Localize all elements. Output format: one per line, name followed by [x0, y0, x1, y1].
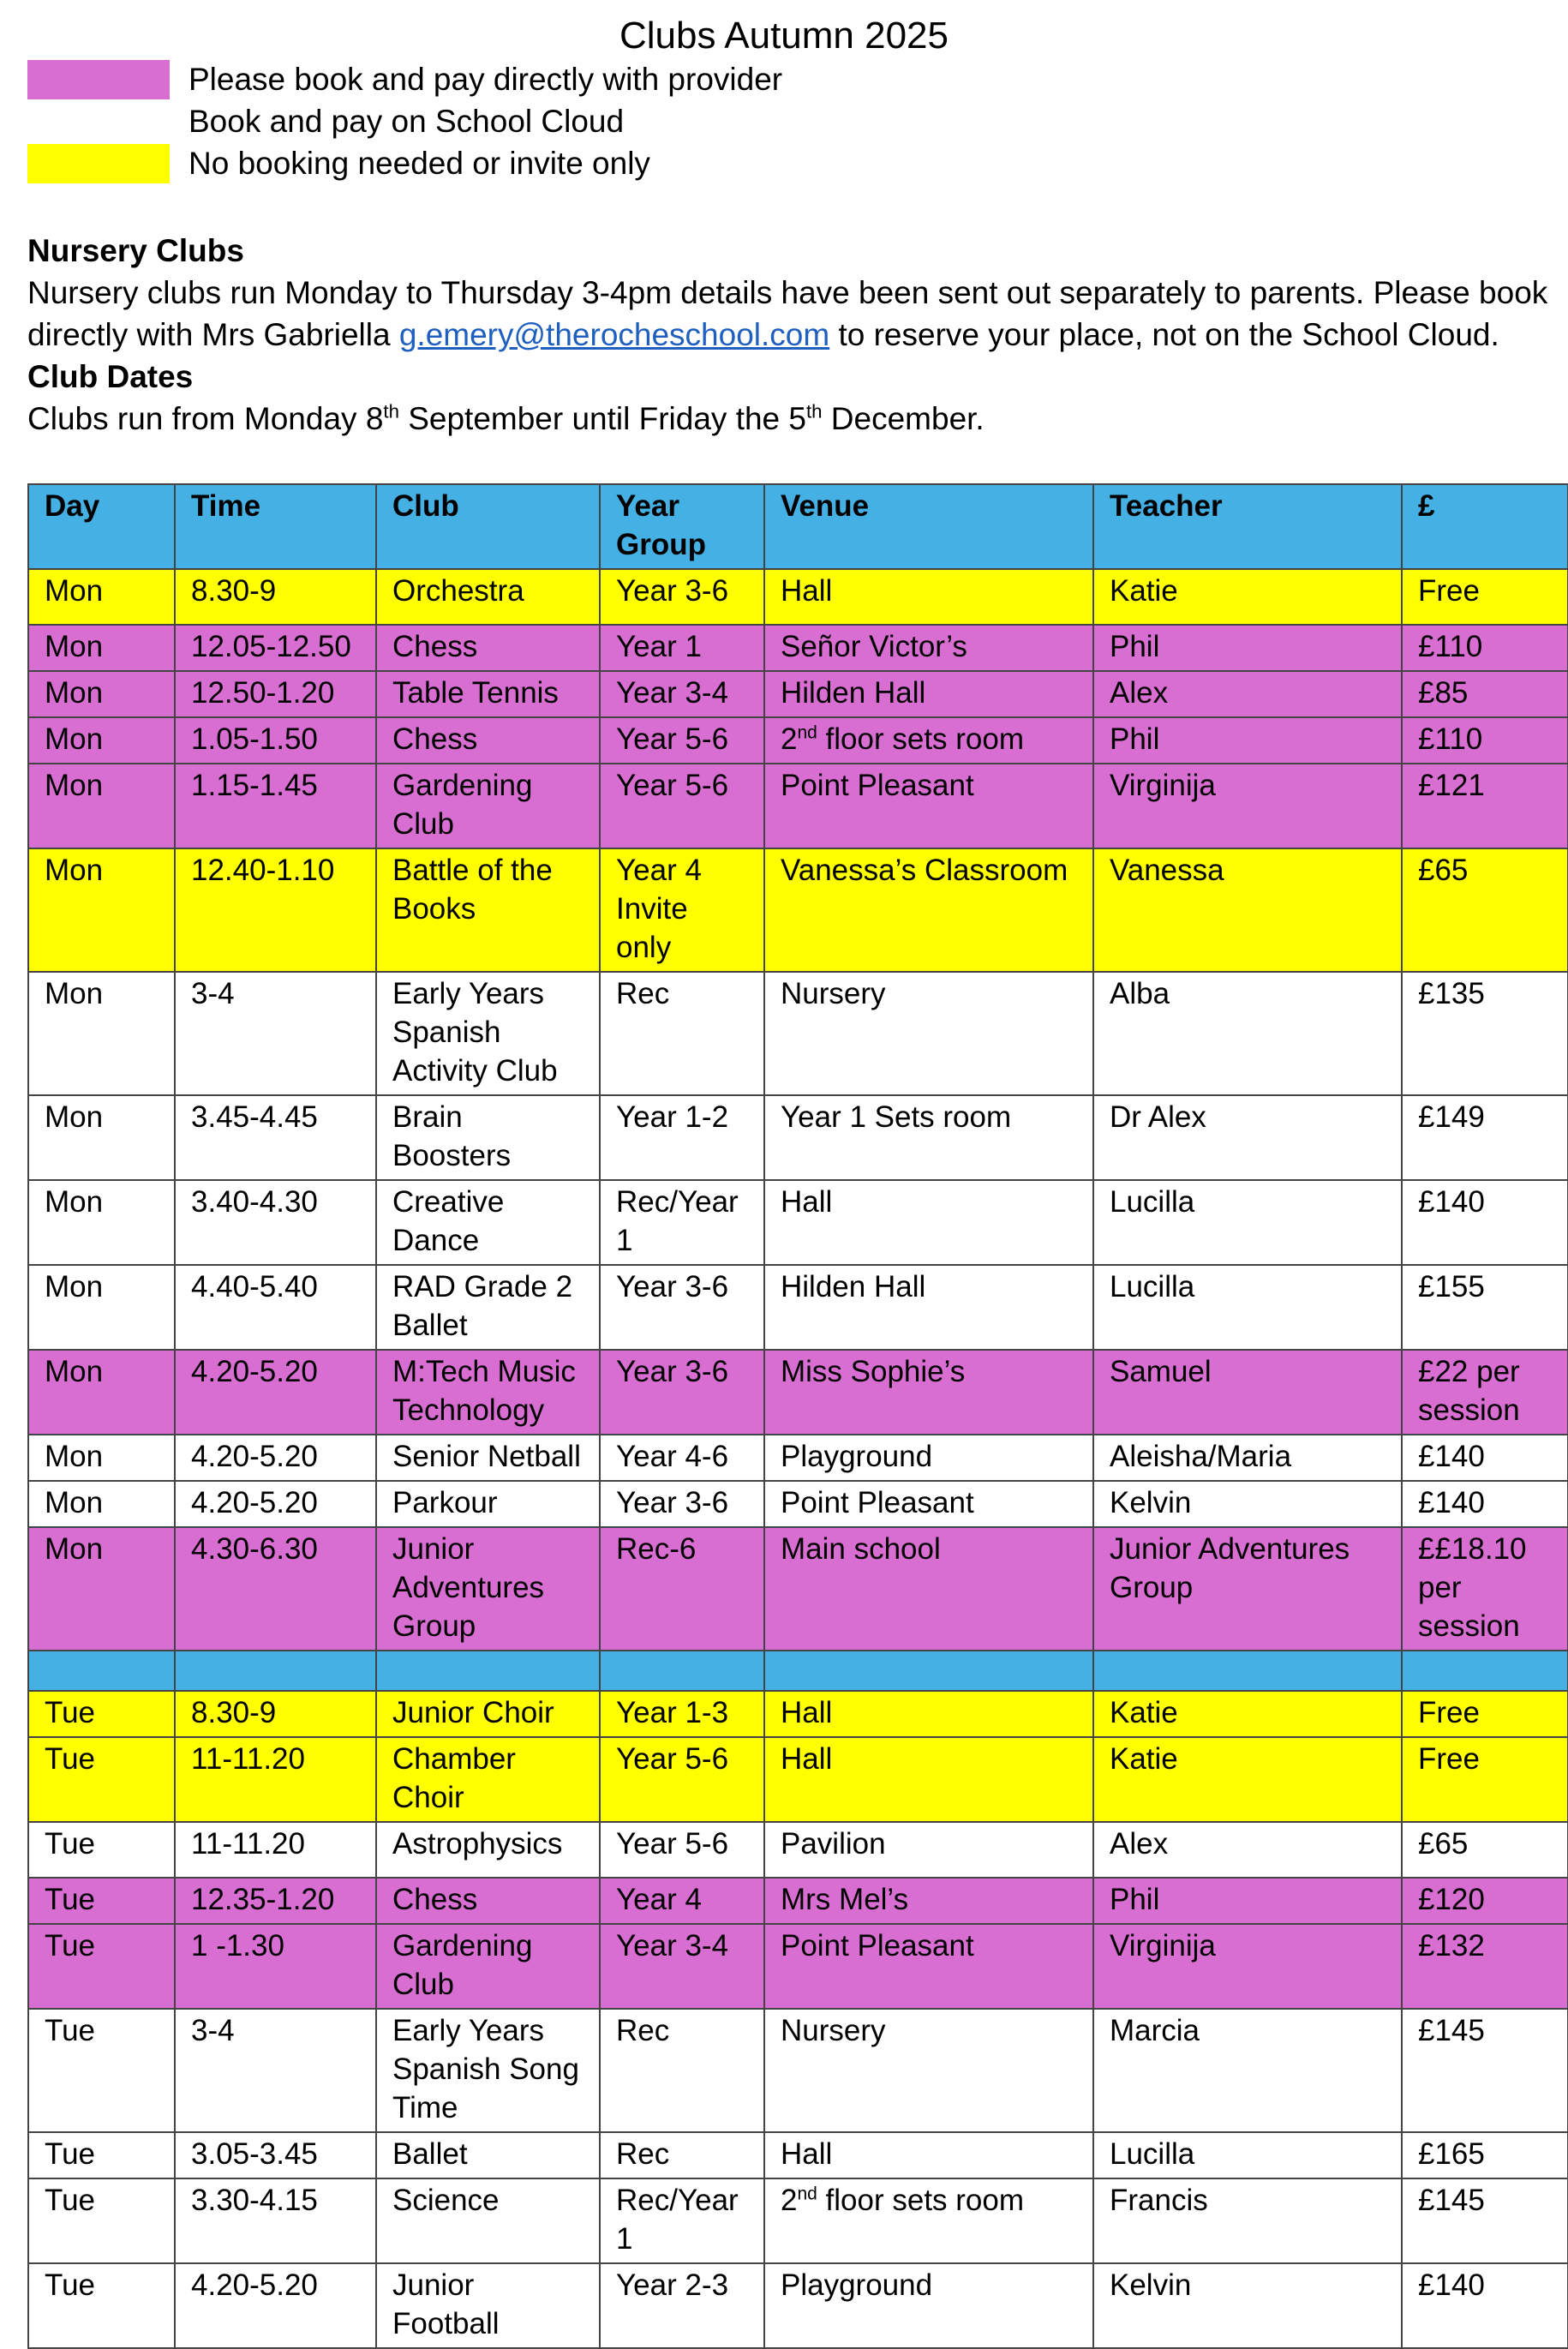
cell-day: Tue	[28, 1737, 175, 1822]
cell-day: Mon	[28, 671, 175, 717]
cell-venue: Vanessa’s Classroom	[764, 848, 1093, 972]
cell-venue: Point Pleasant	[764, 764, 1093, 848]
cell-club: Parkour	[376, 1481, 600, 1527]
cell-venue: 2nd floor sets room	[764, 717, 1093, 764]
intro-section	[27, 230, 1561, 440]
legend-swatch-provider	[27, 60, 170, 99]
club-dates-text	[27, 398, 1561, 440]
cell-teacher: Dr Alex	[1093, 1095, 1402, 1180]
cell-teacher: Francis	[1093, 2178, 1402, 2263]
cell-year-group: Year 5-6	[600, 1737, 764, 1822]
cell-price	[1402, 1651, 1568, 1691]
cell-club: Science	[376, 2178, 600, 2263]
cell-club: Junior Football	[376, 2263, 600, 2348]
cell-club	[376, 1651, 600, 1691]
legend-row-no-booking	[27, 142, 782, 184]
cell-year-group: Rec	[600, 972, 764, 1095]
table-row	[28, 2009, 1568, 2132]
cell-year-group: Year 3-6	[600, 1265, 764, 1350]
cell-club: Battle of the Books	[376, 848, 600, 972]
cell-time: 4.20-5.20	[175, 1350, 376, 1435]
cell-teacher: Junior Adventures Group	[1093, 1527, 1402, 1651]
cell-time: 11-11.20	[175, 1822, 376, 1878]
nursery-paragraph	[27, 272, 1561, 356]
cell-teacher: Aleisha/Maria	[1093, 1435, 1402, 1481]
legend-swatch-no-booking	[27, 144, 170, 183]
table-row	[28, 1350, 1568, 1435]
clubs-table	[27, 483, 1568, 2349]
cell-price: £140	[1402, 1481, 1568, 1527]
cell-venue: Señor Victor’s	[764, 625, 1093, 671]
cell-teacher: Katie	[1093, 1691, 1402, 1737]
cell-price: £120	[1402, 1878, 1568, 1924]
cell-price: £165	[1402, 2132, 1568, 2178]
cell-teacher: Virginija	[1093, 764, 1402, 848]
legend-row-school-cloud	[27, 100, 782, 142]
cell-venue: Hilden Hall	[764, 671, 1093, 717]
cell-time: 4.40-5.40	[175, 1265, 376, 1350]
legend-text-provider: Please book and pay directly with provider	[189, 61, 783, 97]
cell-time: 1.15-1.45	[175, 764, 376, 848]
cell-time: 11-11.20	[175, 1737, 376, 1822]
cell-price: £22 per session	[1402, 1350, 1568, 1435]
cell-time: 12.05-12.50	[175, 625, 376, 671]
table-row	[28, 1924, 1568, 2009]
color-legend	[27, 58, 782, 184]
table-row	[28, 848, 1568, 972]
cell-club: Gardening Club	[376, 764, 600, 848]
cell-venue: Hall	[764, 2132, 1093, 2178]
header-venue: Venue	[764, 484, 1093, 569]
cell-teacher: Lucilla	[1093, 2132, 1402, 2178]
cell-club: Astrophysics	[376, 1822, 600, 1878]
cell-club: Table Tennis	[376, 671, 600, 717]
cell-year-group: Rec/Year 1	[600, 2178, 764, 2263]
cell-time: 1.05-1.50	[175, 717, 376, 764]
cell-year-group: Rec	[600, 2009, 764, 2132]
club-dates-heading: Club Dates	[27, 359, 194, 394]
cell-price: £65	[1402, 848, 1568, 972]
legend-text-school-cloud: Book and pay on School Cloud	[189, 103, 625, 139]
cell-time: 8.30-9	[175, 1691, 376, 1737]
table-separator-row	[28, 1651, 1568, 1691]
cell-year-group: Rec-6	[600, 1527, 764, 1651]
table-header-row	[28, 484, 1568, 569]
cell-venue: 2nd floor sets room	[764, 2178, 1093, 2263]
cell-time: 12.50-1.20	[175, 671, 376, 717]
cell-price: £85	[1402, 671, 1568, 717]
cell-teacher: Kelvin	[1093, 2263, 1402, 2348]
cell-year-group: Year 1-3	[600, 1691, 764, 1737]
cell-price: £110	[1402, 717, 1568, 764]
cell-day: Mon	[28, 1180, 175, 1265]
cell-day: Tue	[28, 1822, 175, 1878]
cell-club: Brain Boosters	[376, 1095, 600, 1180]
cell-teacher: Lucilla	[1093, 1180, 1402, 1265]
cell-teacher: Alba	[1093, 972, 1402, 1095]
header-teacher: Teacher	[1093, 484, 1402, 569]
cell-day: Mon	[28, 1481, 175, 1527]
cell-club: Senior Netball	[376, 1435, 600, 1481]
table-row	[28, 2178, 1568, 2263]
cell-club: RAD Grade 2 Ballet	[376, 1265, 600, 1350]
cell-price: £121	[1402, 764, 1568, 848]
cell-day: Tue	[28, 2132, 175, 2178]
cell-day: Tue	[28, 2263, 175, 2348]
cell-year-group: Year 4-6	[600, 1435, 764, 1481]
club-dates-part2: September until Friday the 5	[398, 401, 806, 436]
cell-club: Orchestra	[376, 569, 600, 625]
cell-day: Mon	[28, 569, 175, 625]
cell-time: 3-4	[175, 2009, 376, 2132]
cell-teacher	[1093, 1651, 1402, 1691]
nursery-heading: Nursery Clubs	[27, 233, 244, 268]
cell-teacher: Alex	[1093, 1822, 1402, 1878]
cell-price: £145	[1402, 2178, 1568, 2263]
club-dates-sup1: th	[383, 400, 399, 422]
cell-teacher: Vanessa	[1093, 848, 1402, 972]
cell-price: ££18.10 per session	[1402, 1527, 1568, 1651]
cell-teacher: Lucilla	[1093, 1265, 1402, 1350]
cell-price: £65	[1402, 1822, 1568, 1878]
cell-teacher: Marcia	[1093, 2009, 1402, 2132]
cell-year-group: Year 5-6	[600, 764, 764, 848]
cell-year-group: Year 1-2	[600, 1095, 764, 1180]
cell-time: 4.20-5.20	[175, 1435, 376, 1481]
cell-club: Early Years Spanish Activity Club	[376, 972, 600, 1095]
nursery-email-link[interactable]: g.emery@therocheschool.com	[398, 317, 830, 352]
table-row	[28, 972, 1568, 1095]
table-row	[28, 1481, 1568, 1527]
table-row	[28, 1737, 1568, 1822]
cell-teacher: Phil	[1093, 1878, 1402, 1924]
cell-venue: Pavilion	[764, 1822, 1093, 1878]
cell-teacher: Katie	[1093, 569, 1402, 625]
cell-day: Mon	[28, 1265, 175, 1350]
cell-day: Tue	[28, 2009, 175, 2132]
cell-club: Chess	[376, 1878, 600, 1924]
cell-price: £135	[1402, 972, 1568, 1095]
cell-venue: Point Pleasant	[764, 1924, 1093, 2009]
cell-year-group: Rec/Year 1	[600, 1180, 764, 1265]
cell-time: 4.30-6.30	[175, 1527, 376, 1651]
cell-day	[28, 1651, 175, 1691]
table-row	[28, 1822, 1568, 1878]
cell-club: Junior Choir	[376, 1691, 600, 1737]
cell-price: £110	[1402, 625, 1568, 671]
cell-year-group	[600, 1651, 764, 1691]
cell-year-group: Year 3-4	[600, 671, 764, 717]
cell-club: Early Years Spanish Song Time	[376, 2009, 600, 2132]
cell-year-group: Year 1	[600, 625, 764, 671]
cell-venue: Year 1 Sets room	[764, 1095, 1093, 1180]
cell-year-group: Rec	[600, 2132, 764, 2178]
cell-price: Free	[1402, 569, 1568, 625]
cell-price: £140	[1402, 1435, 1568, 1481]
cell-price: £145	[1402, 2009, 1568, 2132]
cell-time: 8.30-9	[175, 569, 376, 625]
cell-day: Mon	[28, 764, 175, 848]
cell-teacher: Katie	[1093, 1737, 1402, 1822]
table-row	[28, 1527, 1568, 1651]
legend-swatch-school-cloud	[27, 102, 170, 141]
cell-venue: Main school	[764, 1527, 1093, 1651]
cell-club: M:Tech Music Technology	[376, 1350, 600, 1435]
cell-teacher: Phil	[1093, 717, 1402, 764]
table-row	[28, 764, 1568, 848]
cell-day: Mon	[28, 848, 175, 972]
cell-year-group: Year 3-4	[600, 1924, 764, 2009]
cell-teacher: Phil	[1093, 625, 1402, 671]
cell-club: Gardening Club	[376, 1924, 600, 2009]
table-row	[28, 1180, 1568, 1265]
cell-club: Chess	[376, 625, 600, 671]
cell-price: Free	[1402, 1691, 1568, 1737]
nursery-text-before: Nursery clubs run Monday to Thursday 3-4pm details have been sent out separately to parents. Please book directly with Mrs Gabriella	[27, 275, 1548, 352]
cell-venue: Hall	[764, 1180, 1093, 1265]
table-row	[28, 671, 1568, 717]
cell-venue: Hall	[764, 1691, 1093, 1737]
cell-venue: Mrs Mel’s	[764, 1878, 1093, 1924]
cell-venue: Hilden Hall	[764, 1265, 1093, 1350]
cell-day: Tue	[28, 1691, 175, 1737]
cell-venue: Hall	[764, 569, 1093, 625]
table-row	[28, 569, 1568, 625]
cell-venue: Nursery	[764, 2009, 1093, 2132]
cell-day: Tue	[28, 1924, 175, 2009]
table-row	[28, 2132, 1568, 2178]
cell-day: Mon	[28, 1527, 175, 1651]
cell-club: Chess	[376, 717, 600, 764]
cell-year-group: Year 4 Invite only	[600, 848, 764, 972]
cell-venue: Playground	[764, 1435, 1093, 1481]
cell-time: 3.30-4.15	[175, 2178, 376, 2263]
cell-price: £140	[1402, 1180, 1568, 1265]
cell-year-group: Year 5-6	[600, 1822, 764, 1878]
cell-time: 3-4	[175, 972, 376, 1095]
header-year-group: Year Group	[600, 484, 764, 569]
nursery-text-after: to reserve your place, not on the School Cloud.	[829, 317, 1499, 352]
cell-club: Creative Dance	[376, 1180, 600, 1265]
club-dates-part1: Clubs run from Monday 8	[27, 401, 384, 436]
cell-venue: Nursery	[764, 972, 1093, 1095]
table-row	[28, 717, 1568, 764]
cell-year-group: Year 2-3	[600, 2263, 764, 2348]
cell-year-group: Year 5-6	[600, 717, 764, 764]
cell-day: Mon	[28, 972, 175, 1095]
legend-text-no-booking: No booking needed or invite only	[189, 145, 650, 181]
table-row	[28, 625, 1568, 671]
cell-time: 1 -1.30	[175, 1924, 376, 2009]
table-row	[28, 1878, 1568, 1924]
cell-club: Chamber Choir	[376, 1737, 600, 1822]
cell-venue	[764, 1651, 1093, 1691]
cell-day: Mon	[28, 1095, 175, 1180]
page-title: Clubs Autumn 2025	[619, 15, 949, 57]
header-club: Club	[376, 484, 600, 569]
cell-venue: Hall	[764, 1737, 1093, 1822]
cell-price: £155	[1402, 1265, 1568, 1350]
cell-price: Free	[1402, 1737, 1568, 1822]
cell-venue: Miss Sophie’s	[764, 1350, 1093, 1435]
cell-venue: Point Pleasant	[764, 1481, 1093, 1527]
cell-club: Junior Adventures Group	[376, 1527, 600, 1651]
cell-day: Mon	[28, 717, 175, 764]
club-dates-part3: December.	[822, 401, 984, 436]
cell-price: £140	[1402, 2263, 1568, 2348]
table-row	[28, 1691, 1568, 1737]
header-day: Day	[28, 484, 175, 569]
cell-time: 12.40-1.10	[175, 848, 376, 972]
cell-year-group: Year 4	[600, 1878, 764, 1924]
table-body	[28, 569, 1568, 2348]
cell-day: Mon	[28, 625, 175, 671]
cell-teacher: Kelvin	[1093, 1481, 1402, 1527]
cell-day: Mon	[28, 1435, 175, 1481]
cell-teacher: Samuel	[1093, 1350, 1402, 1435]
cell-teacher: Alex	[1093, 671, 1402, 717]
cell-time	[175, 1651, 376, 1691]
cell-venue: Playground	[764, 2263, 1093, 2348]
cell-day: Mon	[28, 1350, 175, 1435]
table-row	[28, 1265, 1568, 1350]
cell-time: 12.35-1.20	[175, 1878, 376, 1924]
table-row	[28, 2263, 1568, 2348]
cell-club: Ballet	[376, 2132, 600, 2178]
cell-year-group: Year 3-6	[600, 1350, 764, 1435]
cell-time: 3.45-4.45	[175, 1095, 376, 1180]
cell-year-group: Year 3-6	[600, 1481, 764, 1527]
cell-day: Tue	[28, 2178, 175, 2263]
cell-time: 4.20-5.20	[175, 1481, 376, 1527]
cell-teacher: Virginija	[1093, 1924, 1402, 2009]
cell-time: 3.05-3.45	[175, 2132, 376, 2178]
header-time: Time	[175, 484, 376, 569]
cell-year-group: Year 3-6	[600, 569, 764, 625]
cell-time: 3.40-4.30	[175, 1180, 376, 1265]
header-price: £	[1402, 484, 1568, 569]
cell-day: Tue	[28, 1878, 175, 1924]
table-row	[28, 1095, 1568, 1180]
table-row	[28, 1435, 1568, 1481]
cell-price: £132	[1402, 1924, 1568, 2009]
legend-row-provider	[27, 58, 782, 100]
club-dates-sup2: th	[806, 400, 823, 422]
cell-price: £149	[1402, 1095, 1568, 1180]
cell-time: 4.20-5.20	[175, 2263, 376, 2348]
